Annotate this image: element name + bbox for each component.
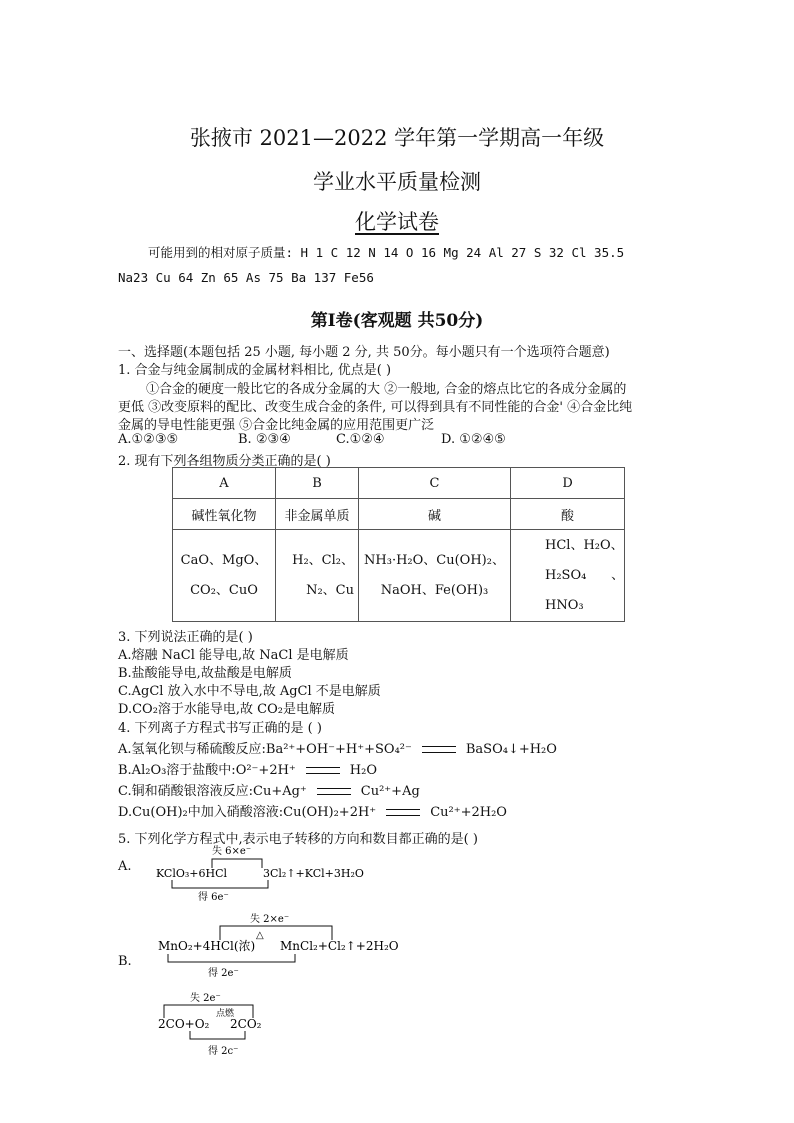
atomic-mass-line1: 可能用到的相对原子质量: H 1 C 12 N 14 O 16 Mg 24 Al 27 S 32 Cl 35.5	[148, 245, 625, 260]
table-cell: 碱	[359, 499, 511, 530]
q3-option-c: C.AgCl 放入水中不导电,故 AgCl 不是电解质	[118, 684, 381, 699]
equation-right: 3Cl₂↑+KCl+3H₂O	[263, 867, 364, 880]
table-cell: NH₃·H₂O、Cu(OH)₂、 NaOH、Fe(OH)₃	[359, 530, 511, 622]
table-cell: H₂、Cl₂、 N₂、Cu	[276, 530, 359, 622]
diagram-top-label: 失 2e⁻	[190, 993, 221, 1004]
diagram-top-label: 失 6×e⁻	[212, 846, 252, 857]
q1-stem: 1. 合金与纯金属制成的金属材料相比, 优点是( )	[118, 363, 392, 378]
gain-electron-bracket	[172, 880, 268, 888]
equation-left: KClO₃+6HCl	[156, 867, 228, 880]
equals-sign-icon	[386, 809, 420, 816]
exam-subject-title: 化学试卷	[355, 210, 439, 234]
section-title: 第Ⅰ卷(客观题 共50分)	[310, 311, 484, 331]
equation-right: 2CO₂	[230, 1017, 262, 1031]
diagram-bottom-label: 得 6e⁻	[198, 892, 229, 903]
q1-option-b: B. ②③④	[238, 432, 291, 447]
table-row	[173, 530, 625, 622]
table-row	[173, 499, 625, 530]
q2-stem: 2. 现有下列各组物质分类正确的是( )	[118, 454, 331, 469]
reaction-condition: 点燃	[216, 1009, 235, 1019]
q1-option-d: D. ①②④⑤	[441, 432, 506, 447]
q1-line1: ①合金的硬度一般比它的各成分金属的大 ②一般地, 合金的熔点比它的各成分金属的	[146, 382, 627, 397]
equals-sign-icon	[317, 788, 351, 795]
table-header-cell: B	[276, 468, 359, 499]
classification-table	[172, 467, 625, 622]
table-cell: 碱性氧化物	[173, 499, 276, 530]
q4-option-c: C.铜和硝酸银溶液反应:Cu+Ag⁺ Cu²⁺+Ag	[118, 784, 420, 799]
table-cell: HCl、H₂O、 H₂SO₄ 、 HNO₃	[511, 530, 625, 622]
q3-option-a: A.熔融 NaCl 能导电,故 NaCl 是电解质	[118, 648, 349, 663]
table-cell: 非金属单质	[276, 499, 359, 530]
table-cell: CaO、MgO、 CO₂、CuO	[173, 530, 276, 622]
table-header-cell: D	[511, 468, 625, 499]
gain-electron-bracket	[168, 954, 295, 962]
diagram-bottom-label: 得 2c⁻	[208, 1046, 239, 1057]
equation-left: MnO₂+4HCl(浓)	[158, 939, 256, 953]
gain-electron-bracket	[190, 1031, 245, 1039]
q1-option-c: C.①②④	[336, 432, 385, 447]
electron-transfer-diagram-b	[150, 910, 410, 982]
q3-option-b: B.盐酸能导电,故盐酸是电解质	[118, 666, 292, 681]
diagram-top-label: 失 2×e⁻	[250, 914, 290, 925]
atomic-mass-line2: Na23 Cu 64 Zn 65 As 75 Ba 137 Fe56	[118, 270, 374, 285]
q5-stem: 5. 下列化学方程式中,表示电子转移的方向和数目都正确的是( )	[118, 832, 478, 847]
section-intro: 一、选择题(本题包括 25 小题, 每小题 2 分, 共 50分。每小题只有一个选项符合题意)	[118, 345, 610, 360]
reaction-condition: △	[256, 930, 264, 941]
equals-sign-icon	[306, 767, 340, 774]
equals-sign-icon	[422, 746, 456, 753]
q4-option-b: B.Al₂O₃溶于盐酸中:O²⁻+2H⁺ H₂O	[118, 763, 378, 778]
table-header-cell: C	[359, 468, 511, 499]
q1-option-a: A.①②③⑤	[118, 432, 179, 447]
q4-option-d: D.Cu(OH)₂中加入硝酸溶液:Cu(OH)₂+2H⁺ Cu²⁺+2H₂O	[118, 805, 507, 820]
q3-stem: 3. 下列说法正确的是( )	[118, 630, 253, 645]
q4-stem: 4. 下列离子方程式书写正确的是 ( )	[118, 721, 322, 736]
table-header-row	[173, 468, 625, 499]
equation-right: MnCl₂+Cl₂↑+2H₂O	[280, 939, 399, 953]
q1-line2: 更低 ③改变原料的配比、改变生成合金的条件, 可以得到具有不同性能的合金' ④合金比纯	[118, 400, 633, 415]
table-cell: 酸	[511, 499, 625, 530]
electron-transfer-diagram-a	[150, 842, 390, 904]
q1-line3: 金属的导电性能更强 ⑤合金比纯金属的应用范围更广泛	[118, 418, 435, 433]
q4-option-a: A.氢氧化钡与稀硫酸反应:Ba²⁺+OH⁻+H⁺+SO₄²⁻ BaSO₄↓+H₂O	[118, 742, 557, 757]
q5-option-b-label: B.	[118, 954, 132, 969]
diagram-bottom-label: 得 2e⁻	[208, 968, 239, 979]
exam-title-line2: 学业水平质量检测	[313, 170, 481, 194]
electron-transfer-diagram-c	[150, 986, 300, 1060]
equation-left: 2CO+O₂	[158, 1017, 210, 1031]
table-header-cell: A	[173, 468, 276, 499]
lose-electron-bracket	[220, 926, 332, 940]
q5-option-a-label: A.	[118, 859, 132, 874]
q3-option-d: D.CO₂溶于水能导电,故 CO₂是电解质	[118, 702, 335, 717]
exam-title-line1: 张掖市 2021—2022 学年第一学期高一年级	[189, 126, 605, 150]
